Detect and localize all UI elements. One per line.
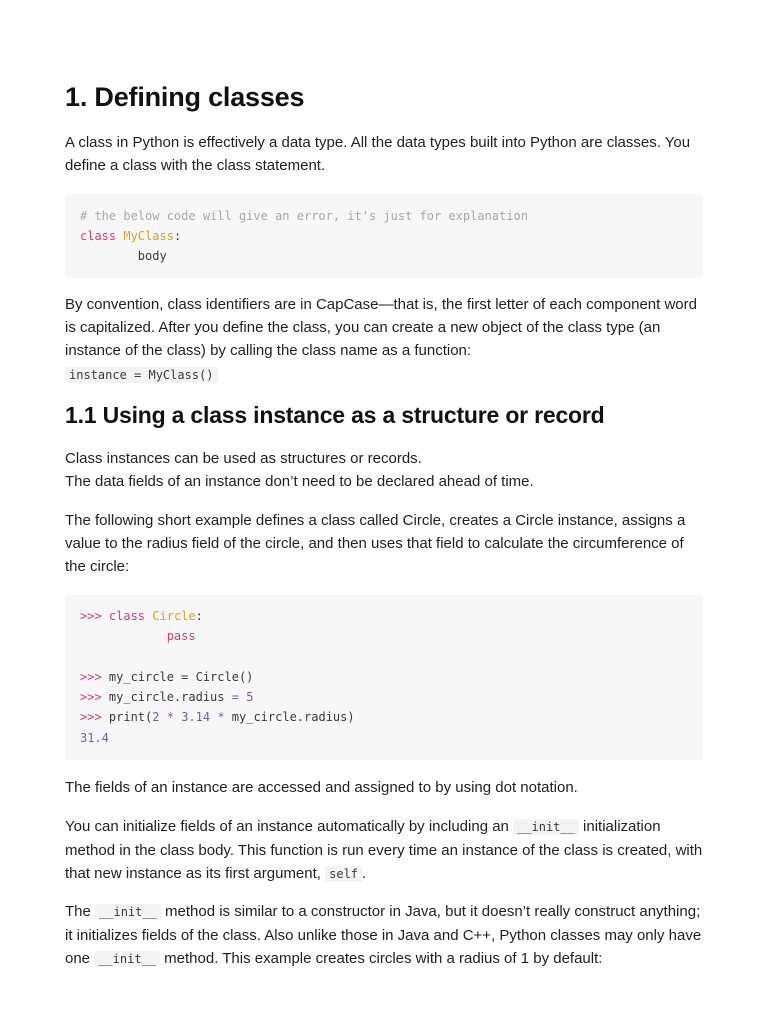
- code-number: 3.14: [181, 710, 211, 724]
- code-keyword: class: [108, 609, 146, 623]
- records-line-1: Class instances can be used as structures or records.: [65, 450, 422, 467]
- inline-code-init: __init__: [95, 904, 161, 920]
- inline-code-instance: instance = MyClass(): [65, 367, 218, 383]
- code-text: my_circle.radius): [231, 710, 355, 724]
- section-heading: 1. Defining classes: [65, 82, 305, 112]
- code-number: 5: [238, 690, 254, 704]
- code-prompt: >>>: [80, 609, 109, 623]
- code-number: 2: [152, 710, 160, 724]
- inline-code-init: __init__: [513, 819, 579, 835]
- code-prompt: >>>: [80, 710, 109, 724]
- java-text-b: method is similar to a constructor in Java, but it doesn’t really construct anything; it initializes fields of the class. Also unlike those in Java and C++, Python classes may only have one: [65, 903, 702, 967]
- code-line-3: [80, 667, 253, 687]
- init-paragraph: [65, 815, 705, 886]
- code-class-line: [80, 226, 181, 246]
- code-colon: :: [173, 229, 182, 243]
- inline-code-self: self: [325, 866, 362, 882]
- code-colon: :: [195, 609, 203, 623]
- convention-paragraph: By convention, class identifiers are in CapCase—that is, the first letter of each component word is capitalized. After you define the class, you can create a new object of the class type (an instance of the class) by calling the class name as a function:: [65, 296, 697, 359]
- subsection-heading: 1.1 Using a class instance as a structure or record: [65, 402, 605, 428]
- dot-notation-paragraph: The fields of an instance are accessed and assigned to by using dot notation.: [65, 779, 578, 796]
- example-intro-paragraph: The following short example defines a class called Circle, creates a Circle instance, assigns a value to the radius field of the circle, and then uses that field to calculate the circumference of the circle:: [65, 512, 686, 575]
- convention-code-wrapper: [65, 366, 218, 384]
- code-class-name: Circle: [152, 609, 196, 623]
- code-prompt: >>>: [80, 690, 109, 704]
- inline-code-init: __init__: [94, 951, 160, 967]
- code-block-myclass: [65, 194, 703, 278]
- java-paragraph: [65, 900, 705, 971]
- init-text-b: initialization method in the class body. This function is run every time an instance of the class is created, with that new instance as its first argument,: [65, 818, 703, 882]
- code-line-5: [80, 707, 355, 727]
- code-body-line: body: [80, 249, 167, 263]
- code-prompt: >>>: [80, 670, 109, 684]
- code-keyword: class: [80, 229, 117, 243]
- code-operator: *: [210, 710, 232, 724]
- code-class-name: MyClass: [123, 229, 174, 243]
- code-line-2: pass: [80, 629, 196, 643]
- code-text: my_circle.radius: [108, 690, 232, 704]
- init-text-a: You can initialize fields of an instance automatically by including an: [65, 818, 509, 835]
- records-line-2: The data fields of an instance don’t need to be declared ahead of time.: [65, 473, 534, 490]
- code-line-4: [80, 687, 253, 707]
- code-operator: *: [159, 710, 182, 724]
- intro-paragraph: A class in Python is effectively a data type. All the data types built into Python are classes. You define a class with the class statement.: [65, 134, 691, 174]
- java-text-a: The: [65, 903, 91, 920]
- code-comment: # the below code will give an error, it's just for explanation: [80, 209, 528, 223]
- code-line-1: [80, 606, 203, 626]
- init-text-end: .: [362, 865, 367, 882]
- code-operator: =: [231, 690, 239, 704]
- code-text: my_circle = Circle(): [108, 670, 254, 684]
- code-function: print(: [108, 710, 153, 724]
- code-output: 31.4: [80, 731, 109, 745]
- code-block-circle: [65, 595, 703, 760]
- java-text-c: method. This example creates circles with a radius of 1 by default:: [164, 950, 603, 967]
